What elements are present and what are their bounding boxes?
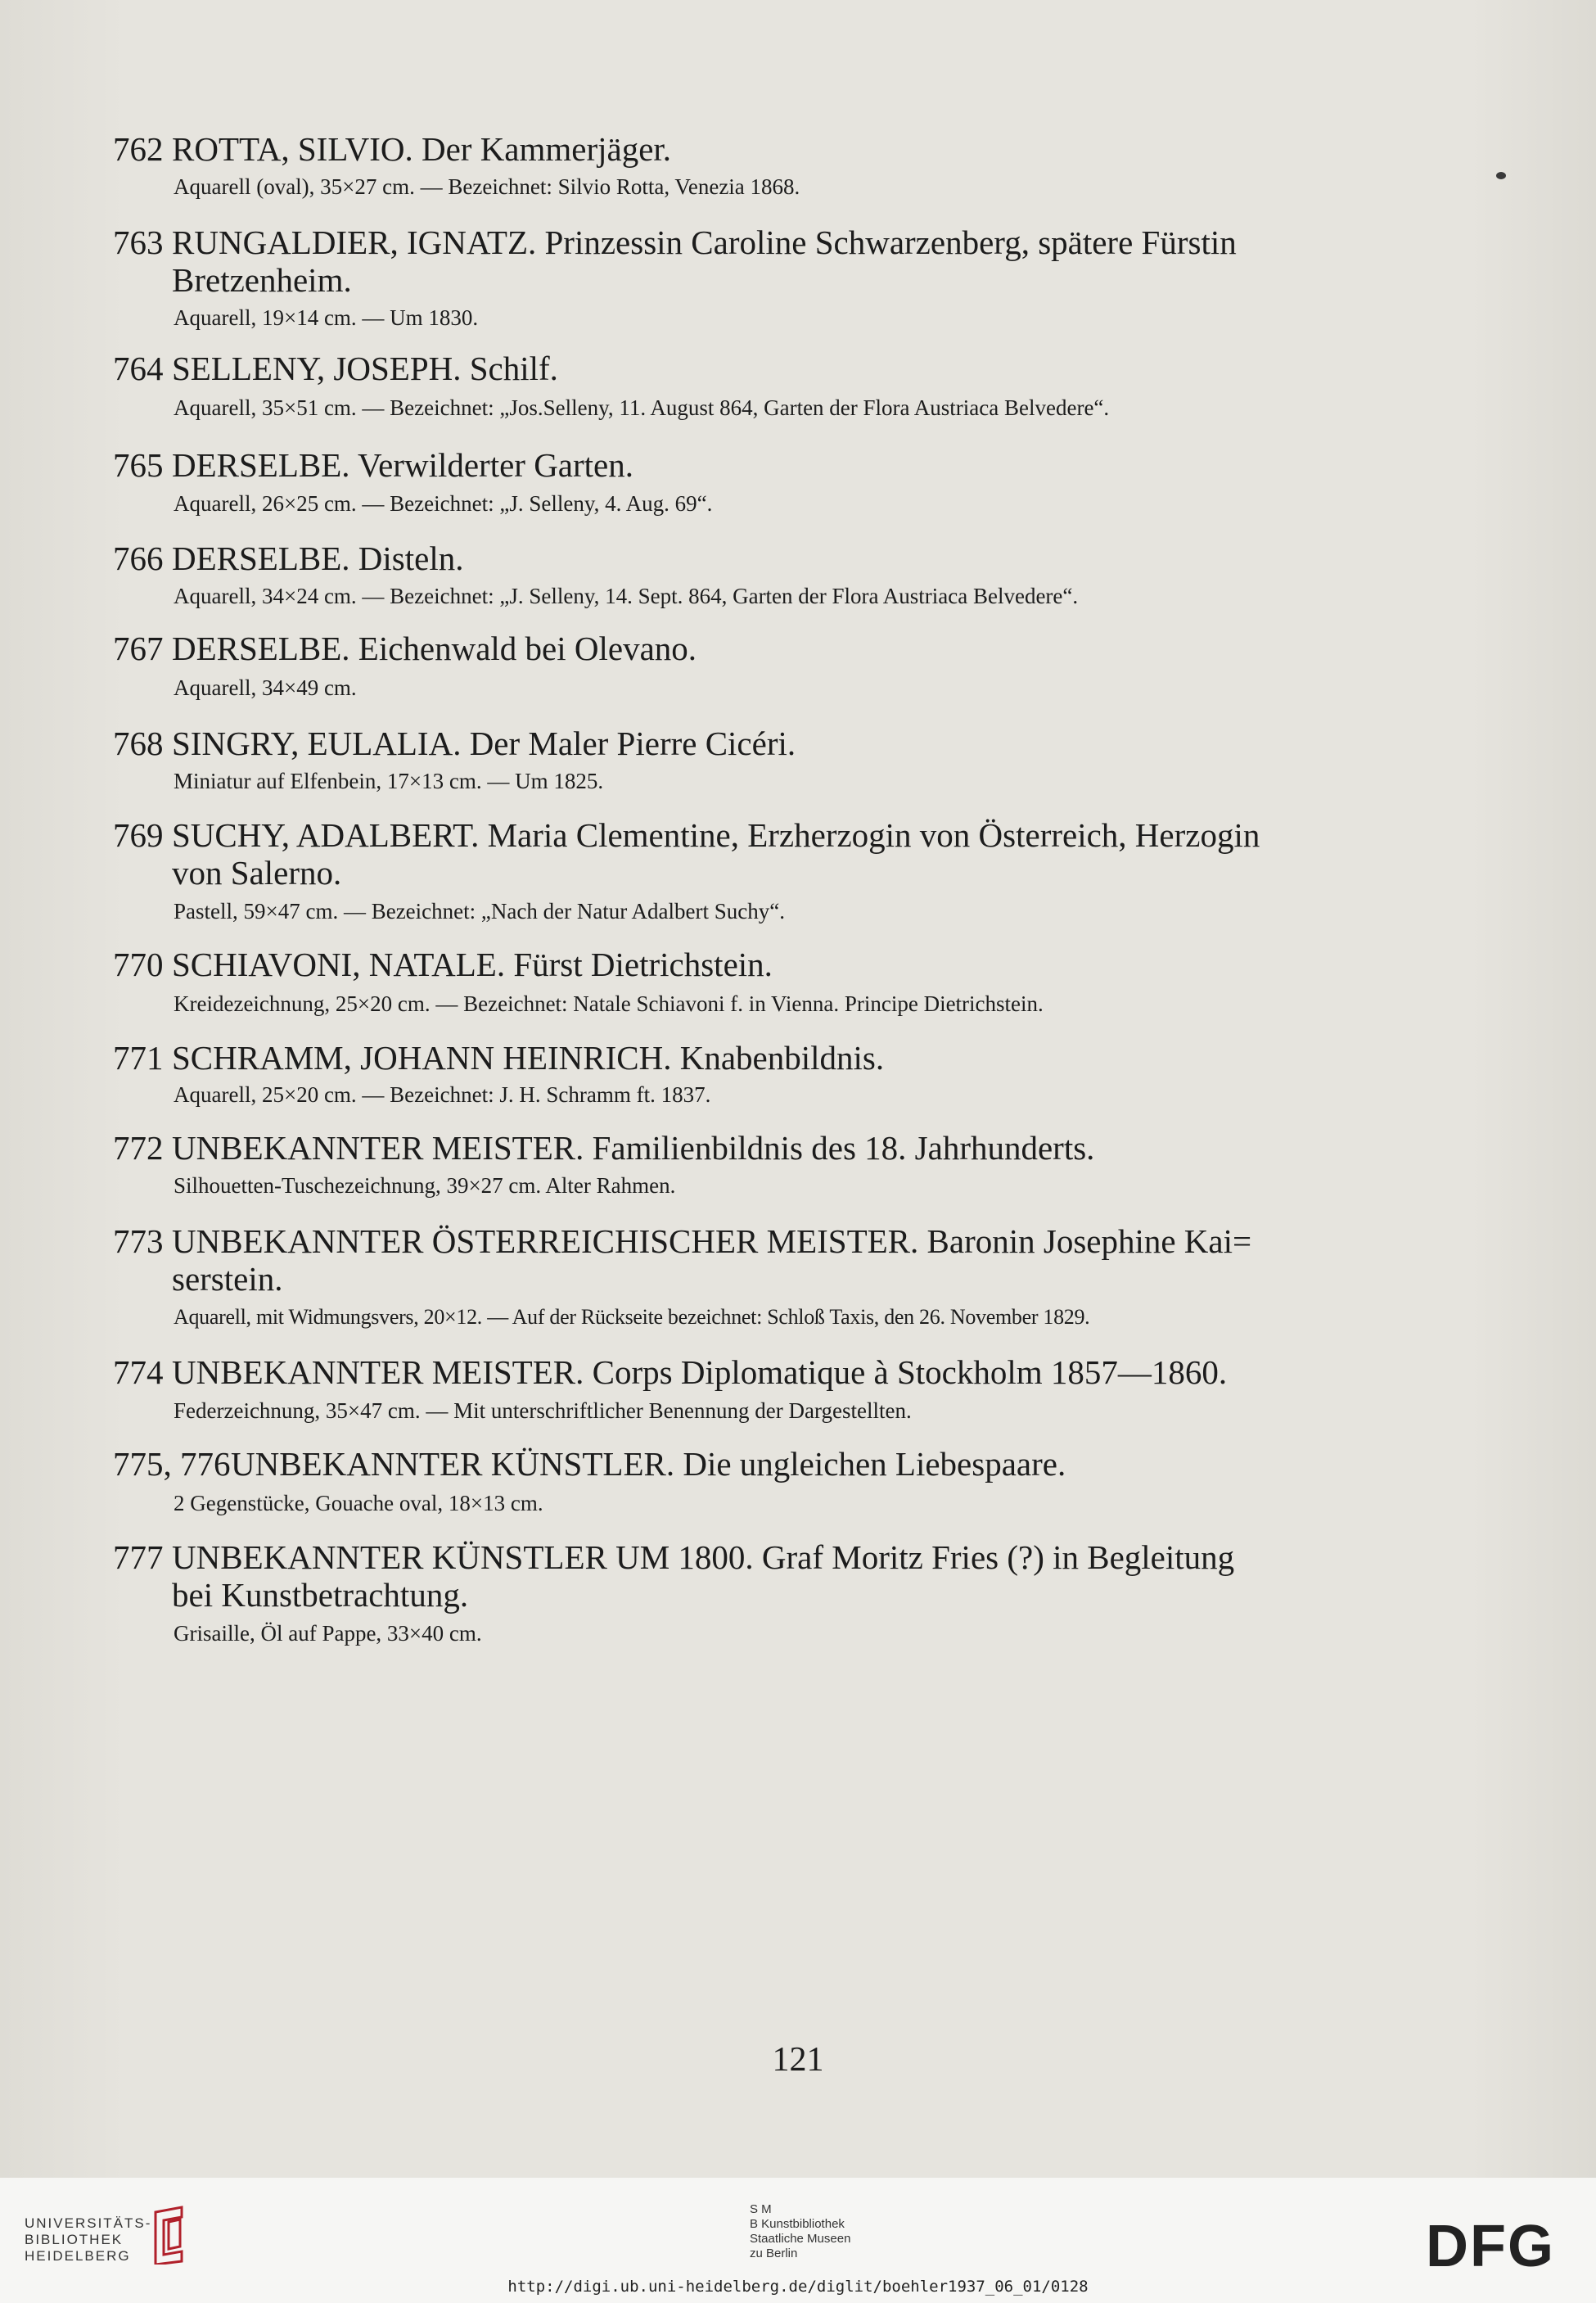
entry-title: SELLENY, JOSEPH. Schilf. [172, 350, 558, 387]
entry-description: Kreidezeichnung, 25×20 cm. — Bezeichnet: Natale Schiavoni f. in Vienna. Principe Dietrichstein. [174, 991, 1044, 1016]
smb-kunstbibliothek-logo[interactable] [750, 2202, 850, 2261]
entry-description: Aquarell, 25×20 cm. — Bezeichnet: J. H. Schramm ft. 1837. [174, 1082, 711, 1107]
entry-description: Miniatur auf Elfenbein, 17×13 cm. — Um 1825. [174, 769, 604, 793]
entry-title: UNBEKANNTER ÖSTERREICHISCHER MEISTER. Baronin Josephine Kai= [172, 1222, 1252, 1260]
entry-number: 771 [113, 1039, 164, 1077]
entry-title: UNBEKANNTER MEISTER. Familienbildnis des 18. Jahrhunderts. [172, 1129, 1095, 1167]
entry-number: 768 [113, 725, 164, 762]
ub-heidelberg-logo[interactable] [25, 2215, 151, 2265]
entry-number: 772 [113, 1129, 164, 1167]
entry-title: SUCHY, ADALBERT. Maria Clementine, Erzherzogin von Österreich, Herzogin [172, 816, 1260, 854]
entry-description: Federzeichnung, 35×47 cm. — Mit unterschriftlicher Benennung der Dargestellten. [174, 1398, 912, 1423]
smb-logo-line: zu Berlin [750, 2247, 798, 2260]
entry-title-continued: Bretzenheim. [172, 261, 352, 299]
entry-title: ROTTA, SILVIO. Der Kammerjäger. [172, 130, 672, 168]
entry-number: 766 [113, 540, 164, 577]
entry-number: 763 [113, 224, 164, 261]
entry-description: Aquarell, 34×24 cm. — Bezeichnet: „J. Selleny, 14. Sept. 864, Garten der Flora Austriaca Belvedere“. [174, 584, 1079, 608]
ub-logo-line: HEIDELBERG [25, 2248, 131, 2264]
permalink-url[interactable]: http://digi.ub.uni-heidelberg.de/diglit/boehler1937_06_01/0128 [507, 2278, 1089, 2296]
entry-number: 773 [113, 1222, 164, 1260]
entry-title: RUNGALDIER, IGNATZ. Prinzessin Caroline Schwarzenberg, spätere Fürstin [172, 224, 1237, 261]
entry-description: Aquarell, 19×14 cm. — Um 1830. [174, 305, 479, 330]
entry-number: 775, 776 [113, 1445, 231, 1483]
entry-description: Pastell, 59×47 cm. — Bezeichnet: „Nach der Natur Adalbert Suchy“. [174, 899, 785, 923]
entry-title: UNBEKANNTER KÜNSTLER UM 1800. Graf Moritz Fries (?) in Begleitung [172, 1538, 1235, 1576]
entry-description: Grisaille, Öl auf Pappe, 33×40 cm. [174, 1621, 482, 1646]
entry-number: 762 [113, 130, 164, 168]
entry-number: 767 [113, 630, 164, 667]
smb-logo-line: S M [750, 2202, 772, 2216]
entry-title: DERSELBE. Disteln. [172, 540, 464, 577]
entry-description: Aquarell, 26×25 cm. — Bezeichnet: „J. Selleny, 4. Aug. 69“. [174, 491, 713, 516]
entry-description: 2 Gegenstücke, Gouache oval, 18×13 cm. [174, 1491, 543, 1515]
entry-title: UNBEKANNTER MEISTER. Corps Diplomatique à Stockholm 1857—1860. [172, 1353, 1228, 1391]
entry-title: SCHRAMM, JOHANN HEINRICH. Knabenbildnis. [172, 1039, 885, 1077]
entry-title: SINGRY, EULALIA. Der Maler Pierre Cicéri. [172, 725, 796, 762]
entry-description: Silhouetten-Tuschezeichnung, 39×27 cm. Alter Rahmen. [174, 1173, 676, 1198]
entry-description: Aquarell, 34×49 cm. [174, 675, 357, 700]
smb-logo-line: B Kunstbibliothek [750, 2217, 845, 2231]
entry-title: DERSELBE. Eichenwald bei Olevano. [172, 630, 697, 667]
page-number: 121 [772, 2041, 824, 2079]
entry-number: 777 [113, 1538, 164, 1576]
entry-number: 774 [113, 1353, 164, 1391]
dfg-logo[interactable]: DFG [1426, 2214, 1555, 2279]
entry-number: 764 [113, 350, 164, 387]
ink-speck [1496, 172, 1506, 179]
entry-title: DERSELBE. Verwilderter Garten. [172, 446, 633, 484]
ub-heidelberg-emblem-icon [147, 2206, 190, 2265]
ub-logo-line: BIBLIOTHEK [25, 2232, 124, 2247]
entry-number: 765 [113, 446, 164, 484]
entry-title: SCHIAVONI, NATALE. Fürst Dietrichstein. [172, 946, 773, 983]
entry-description: Aquarell (oval), 35×27 cm. — Bezeichnet: Silvio Rotta, Venezia 1868. [174, 174, 800, 199]
entry-title-continued: serstein. [172, 1260, 283, 1298]
entry-number: 770 [113, 946, 164, 983]
ub-logo-line: UNIVERSITÄTS- [25, 2215, 152, 2231]
smb-logo-line: Staatliche Museen [750, 2232, 851, 2246]
entry-description: Aquarell, 35×51 cm. — Bezeichnet: „Jos.Selleny, 11. August 864, Garten der Flora Austriaca Belvedere“. [174, 395, 1110, 420]
entry-title-continued: von Salerno. [172, 854, 342, 892]
entry-title: UNBEKANNTER KÜNSTLER. Die ungleichen Liebespaare. [231, 1445, 1066, 1483]
entry-title-continued: bei Kunstbetrachtung. [172, 1576, 469, 1614]
entry-description: Aquarell, mit Widmungsvers, 20×12. — Auf der Rückseite bezeichnet: Schloß Taxis, den 26. November 1829. [174, 1305, 1090, 1329]
entry-number: 769 [113, 816, 164, 854]
